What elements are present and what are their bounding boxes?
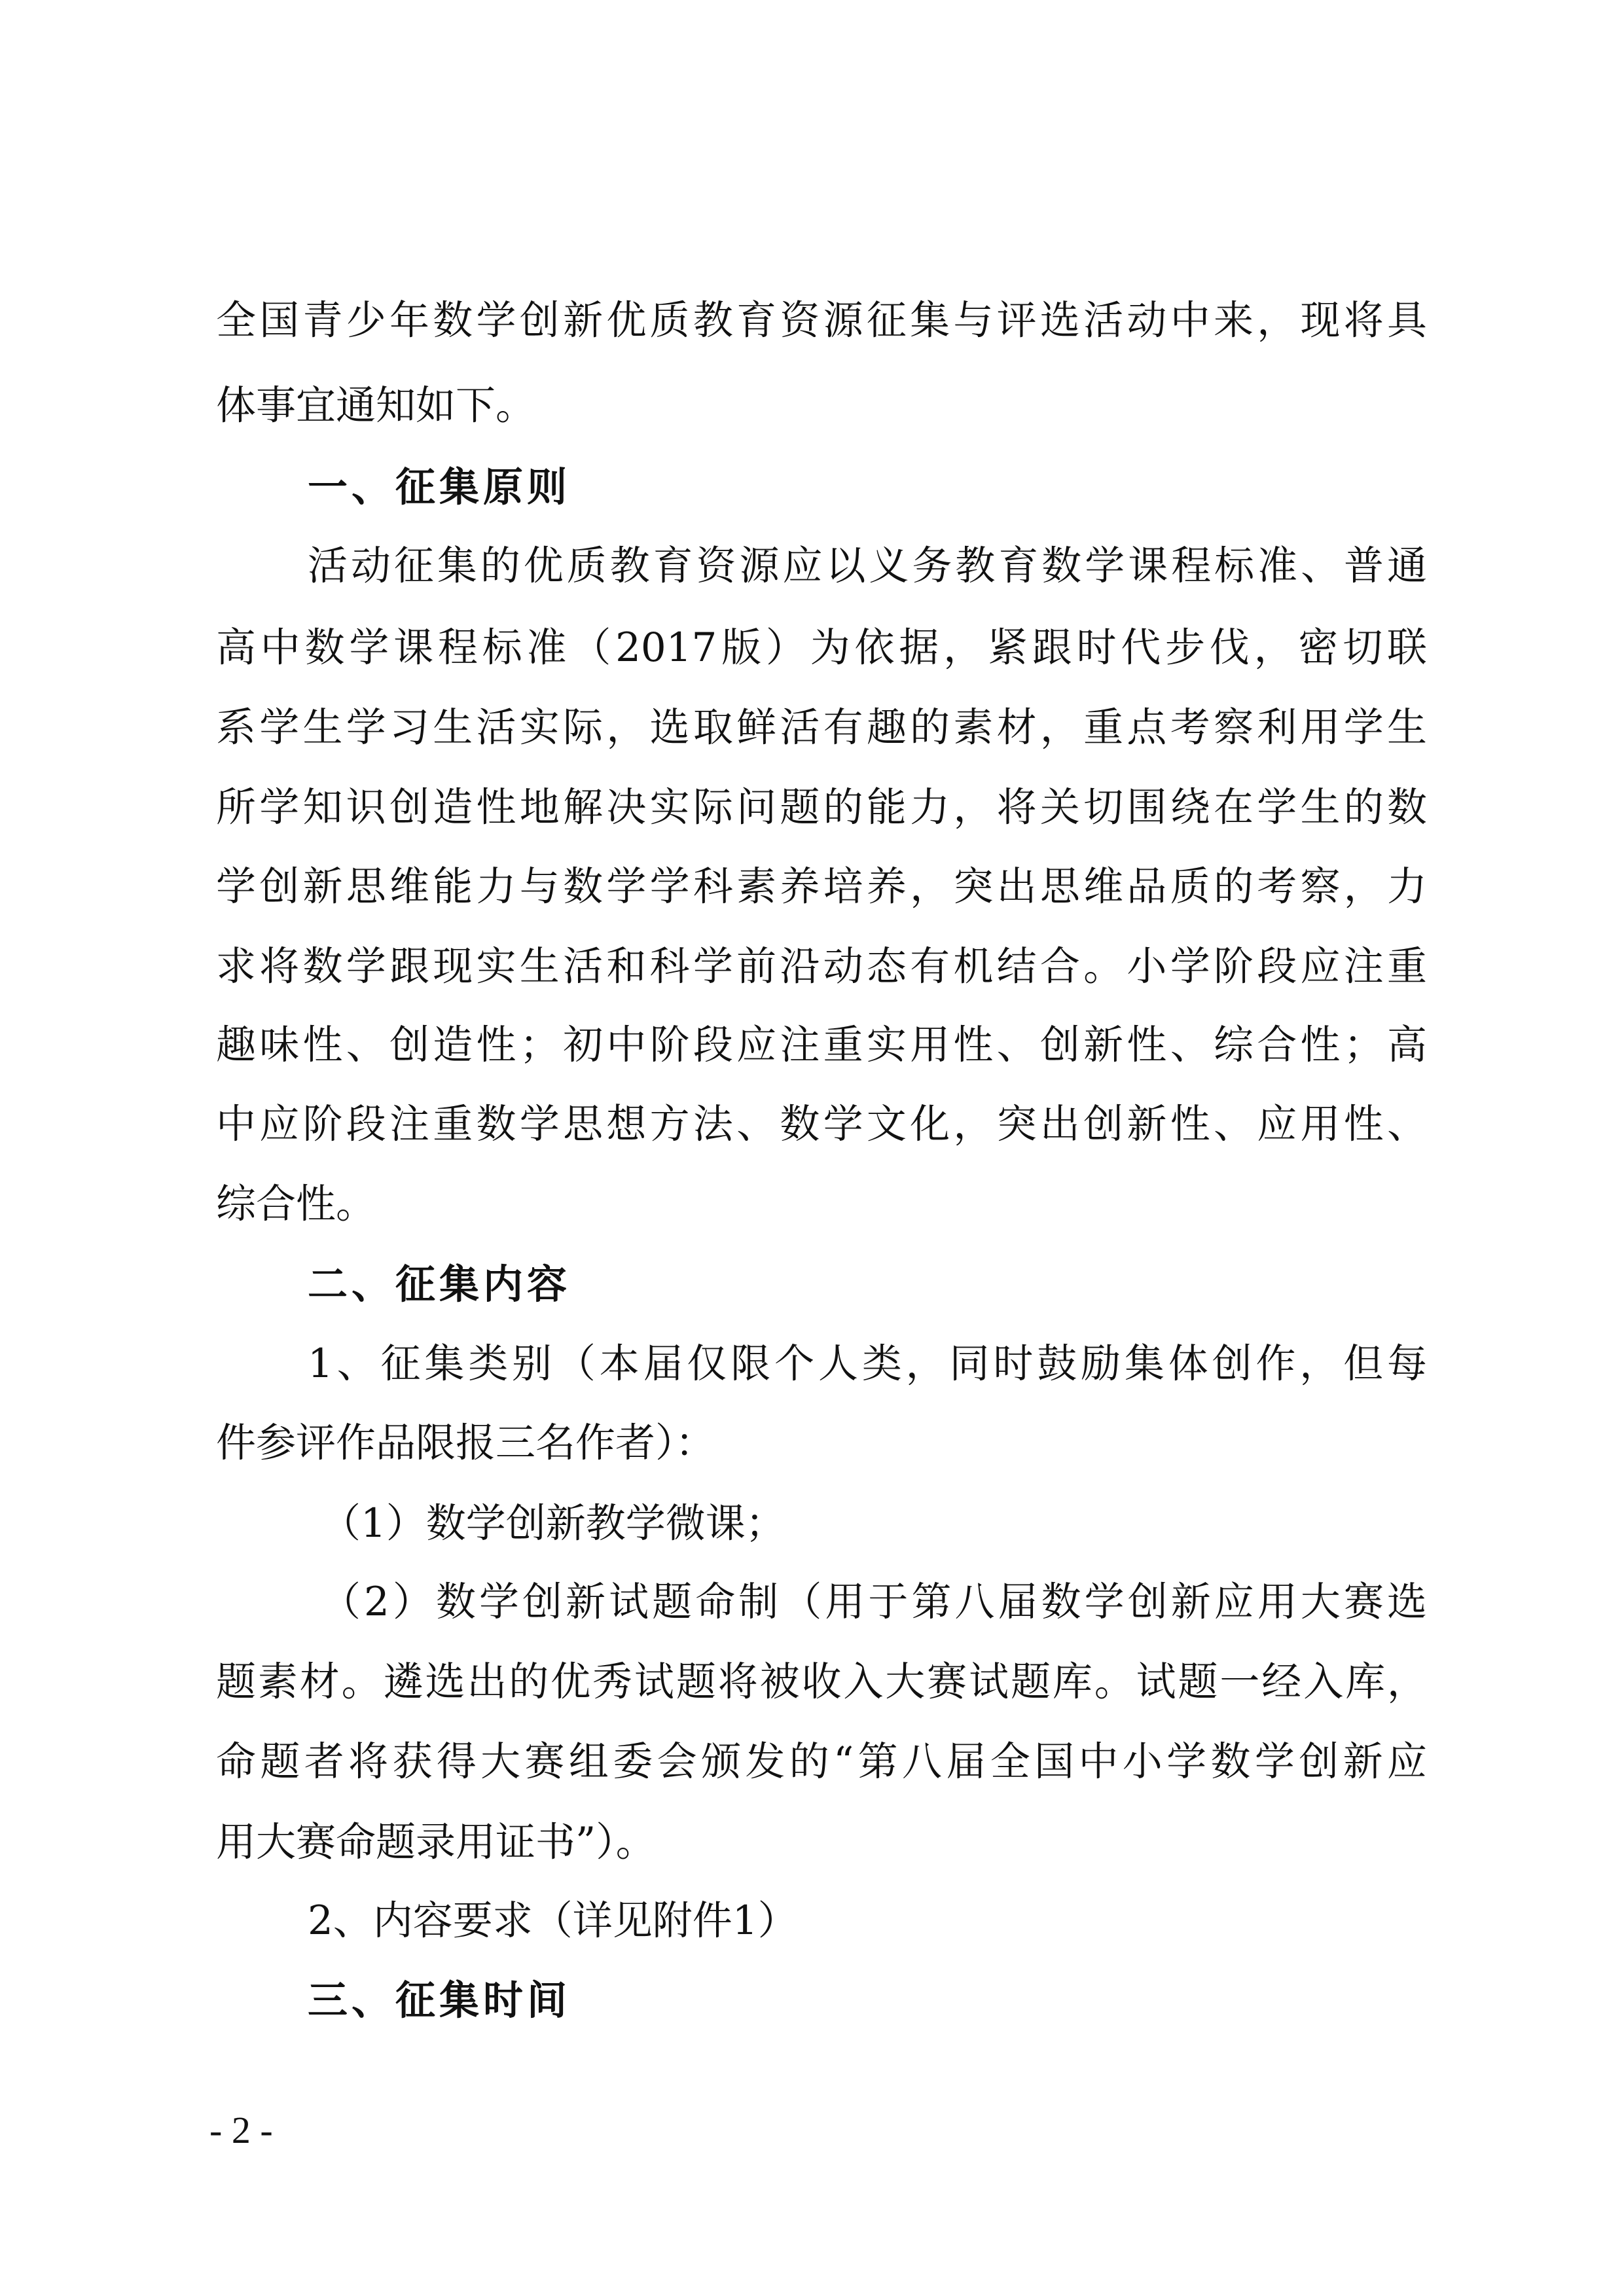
section-2-item-2-line: （2）数学创新试题命制（用于第八届数学创新应用大赛选 xyxy=(321,1579,1427,1625)
intro-line-1: 全国青少年数学创新优质教育资源征集与评选活动中来，现将具 xyxy=(216,297,1427,344)
section-2-category-line: 1、征集类别（本届仅限个人类，同时鼓励集体创作，但每 xyxy=(308,1340,1427,1387)
section-2-heading: 二、征集内容 xyxy=(308,1261,571,1308)
section-1-paragraph-line: 趣味性、创造性；初中阶段应注重实用性、创新性、综合性；高 xyxy=(216,1022,1427,1068)
section-1-heading: 一、征集原则 xyxy=(308,464,571,511)
section-2-item-2-line: 题素材。遴选出的优秀试题将被收入大赛试题库。试题一经入库， xyxy=(216,1659,1427,1705)
section-2-category-line: 件参评作品限报三名作者）： xyxy=(216,1420,715,1466)
page-number: - 2 - xyxy=(209,2109,273,2151)
section-1-paragraph-line: 综合性。 xyxy=(216,1181,376,1227)
section-1-paragraph-line: 中应阶段注重数学思想方法、数学文化，突出创新性、应用性、 xyxy=(216,1101,1427,1147)
section-1-paragraph-line: 活动征集的优质教育资源应以义务教育数学课程标准、普通 xyxy=(308,543,1427,589)
section-3-heading: 三、征集时间 xyxy=(308,1977,571,2024)
section-1-paragraph-line: 学创新思维能力与数学学科素养培养，突出思维品质的考察，力 xyxy=(216,863,1427,910)
section-2-item-2-line: 用大赛命题录用证书”）。 xyxy=(216,1819,656,1865)
section-2-item-1: （1）数学创新教学微课； xyxy=(321,1500,785,1547)
section-1-paragraph-line: 所学知识创造性地解决实际问题的能力，将关切围绕在学生的数 xyxy=(216,784,1427,831)
section-2-content-requirement: 2、内容要求（详见附件1） xyxy=(308,1897,798,1944)
section-1-paragraph-line: 高中数学课程标准（2017版）为依据，紧跟时代步伐，密切联 xyxy=(216,624,1427,671)
intro-line-2: 体事宜通知如下。 xyxy=(216,382,536,429)
section-2-item-2-line: 命题者将获得大赛组委会颁发的“第八届全国中小学数学创新应 xyxy=(216,1738,1427,1785)
section-1-paragraph-line: 求将数学跟现实生活和科学前沿动态有机结合。小学阶段应注重 xyxy=(216,943,1427,990)
section-1-paragraph-line: 系学生学习生活实际，选取鲜活有趣的素材，重点考察利用学生 xyxy=(216,704,1427,751)
